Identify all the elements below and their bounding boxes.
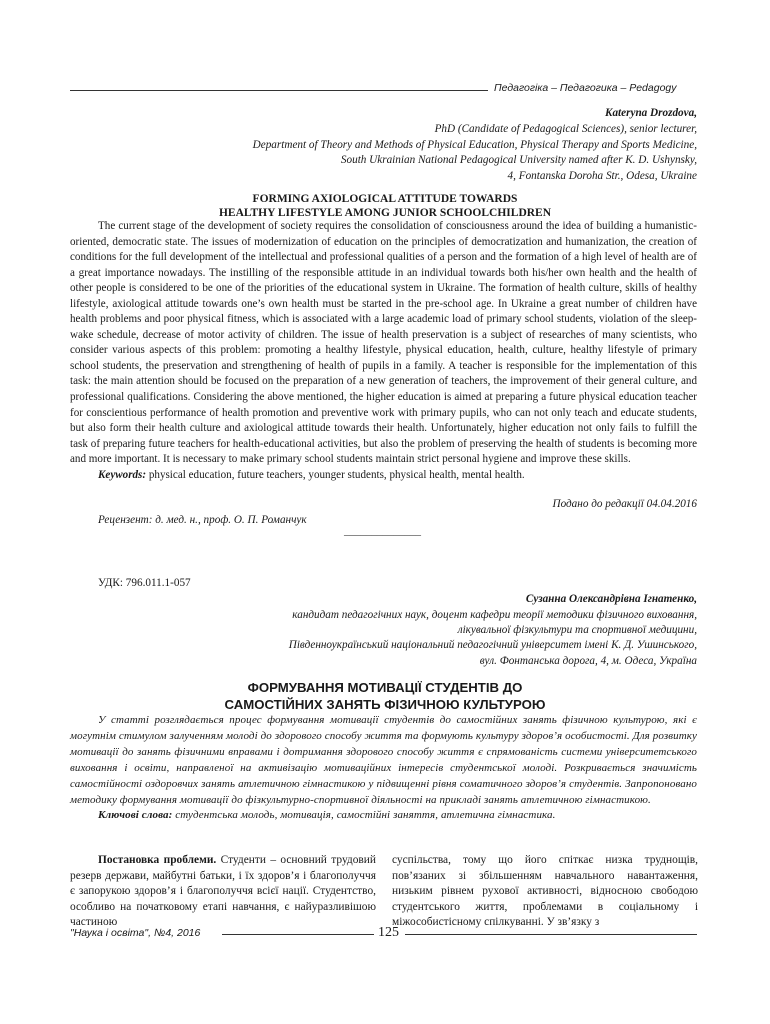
en-keywords-text: physical education, future teachers, younger students, physical health, mental health. [146, 468, 525, 481]
body-left-text: Студенти – основний трудовий резерв держави, майбутні батьки, і їх здоров’я і благополуччя є запорукою здоров’я і благополуччя всієї нації. Студентство, особливо на початковому етапі навчання, є найуразливішою частиною [70, 854, 376, 929]
en-abstract [70, 219, 697, 483]
body-column-right [392, 853, 698, 931]
en-keywords [70, 468, 697, 484]
uk-title-line-1: ФОРМУВАННЯ МОТИВАЦІЇ СТУДЕНТІВ ДО [247, 680, 523, 695]
uk-keywords-label: Ключові слова: [98, 809, 173, 822]
uk-title-line-2: САМОСТІЙНИХ ЗАНЯТЬ ФІЗИЧНОЮ КУЛЬТУРОЮ [224, 697, 546, 712]
footer-rule-left [222, 934, 374, 935]
section-heading: Постановка проблеми. [98, 854, 217, 866]
en-author-address: 4, Fontanska Doroha Str., Odesa, Ukraine [507, 170, 697, 182]
en-author-university: South Ukrainian National Pedagogical University named after K. D. Ushynsky, [340, 154, 697, 166]
en-article-title [70, 193, 700, 220]
en-author-department: Department of Theory and Methods of Physical Education, Physical Therapy and Sports Medicine, [252, 139, 697, 151]
en-keywords-label: Keywords: [98, 468, 147, 481]
page-number: 125 [378, 925, 399, 940]
uk-author-position: кандидат педагогічних наук, доцент кафедри теорії методики фізичного виховання, [292, 609, 697, 621]
uk-author-department: лікувальної фізкультури та спортивної медицини, [457, 624, 697, 636]
en-title-line-1: FORMING AXIOLOGICAL ATTITUDE TOWARDS [252, 193, 518, 205]
en-author-name: Kateryna Drozdova, [605, 107, 697, 119]
uk-abstract-text: У статті розглядається процес формування мотивації студентів до самостійних занять фізичною культурою, які є могутнім стимулом залученням молоді до здорового способу життя та формують культуру здоров’я особистості. Для розвитку мотивації до занять фізичними вправами і дотримання здорового способу життя є спрямованість системи університетського виховання і освіти, направленої на активізацію мотиваційних інтересів студентської молоді. Розкривається значимість самостійності оздоровчих занять атлетичною гімнастикою у підвищенні рівня соматичного здоров’я студентів. Запропоновано методику формування мотивації до фізкультурно-спортивної діяльності на прикладі занять атлетичною гімнастикою. [70, 714, 697, 806]
en-abstract-text: The current stage of the development of society requires the consolidation of consciousness around the idea of building a humanistic-oriented, democratic state. The issues of modernization of education on the principles of democratization and humanization, the creation of conditions for the full development of the intellectual and professional qualities of a person and the formation of a high level of health are of a great importance nowadays. The instilling of the responsible attitude in an individual towards both his/her own health and the health of other people is considered to be one of the priorities of the educational system in Ukraine. The formation of health culture, skills of healthy lifestyle, axiological attitude towards one’s own health must be started in the pre-school age. In Ukraine a great number of children have health problems and poor physical fitness, which is associated with a large academic load of primary school students, violation of the sleep-wake schedule, decrease of motor activity of children. The issue of health preservation is a subject of researches of many scientists, who consider various aspects of this problem: promoting a healthy lifestyle, physical education, health, culture, healthy lifestyle of primary school students, the preservation and strengthening of health of pupils in a family. A teacher is responsible for the implementation of this task: the main attention should be focused on the preparation of a new generation of teachers, the improvement of their general culture, and professional qualifications. Considering the above mentioned, the higher education is aimed at preparing a future physical education teacher for conscientious performance of health promotion and preventive work with primary pupils, who can not only teach and educate students, but also form their health culture and axiological attitude towards their health. Unfortunately, higher education not only fails to fulfill the task of preparing future teachers for health-educational activities, but also the problem of preserving the health of students is becoming more and more important. It is necessary to make primary school students maintain strict personal hygiene and improve these skills. [70, 220, 697, 466]
submitted-date: Подано до редакції 04.04.2016 [552, 498, 697, 510]
separator: ______________ [344, 525, 421, 537]
en-author-position: PhD (Candidate of Pedagogical Sciences), senior lecturer, [434, 123, 697, 135]
footer-rule-right [405, 934, 697, 935]
uk-author-name: Сузанна Олександрівна Ігнатенко, [525, 593, 697, 605]
uk-author-address: вул. Фонтанська дорога, 4, м. Одеса, Україна [479, 655, 697, 667]
udc-code: УДК: 796.011.1-057 [98, 577, 191, 589]
uk-keywords-text: студентська молодь, мотивація, самостійні заняття, атлетична гімнастика. [172, 809, 556, 822]
header-rule [70, 90, 488, 91]
en-title-line-2: HEALTHY LIFESTYLE AMONG JUNIOR SCHOOLCHILDREN [218, 206, 552, 219]
uk-abstract [70, 713, 697, 824]
uk-keywords [70, 808, 697, 824]
body-column-left [70, 853, 376, 931]
journal-section-header: Педагогіка – Педагогика – Pedagogy [494, 82, 677, 94]
body-right-text: суспільства, тому що його спіткає низка труднощів, пов’язаних зі збільшенням навчального навантаження, низьким рівнем рухової активності, відносною свободою студентського життя, проблемами в соціальному і міжособистісному спілкуванні. У зв’язку з [392, 854, 698, 929]
reviewer: Рецензент: д. мед. н., проф. О. П. Романчук [98, 514, 307, 526]
uk-article-title [70, 679, 700, 713]
footer-journal: "Наука і освіта", №4, 2016 [70, 927, 201, 939]
uk-author-university: Південноукраїнський національний педагогічний університет імені К. Д. Ушинського, [288, 639, 697, 651]
body-left-paragraph [70, 853, 376, 931]
